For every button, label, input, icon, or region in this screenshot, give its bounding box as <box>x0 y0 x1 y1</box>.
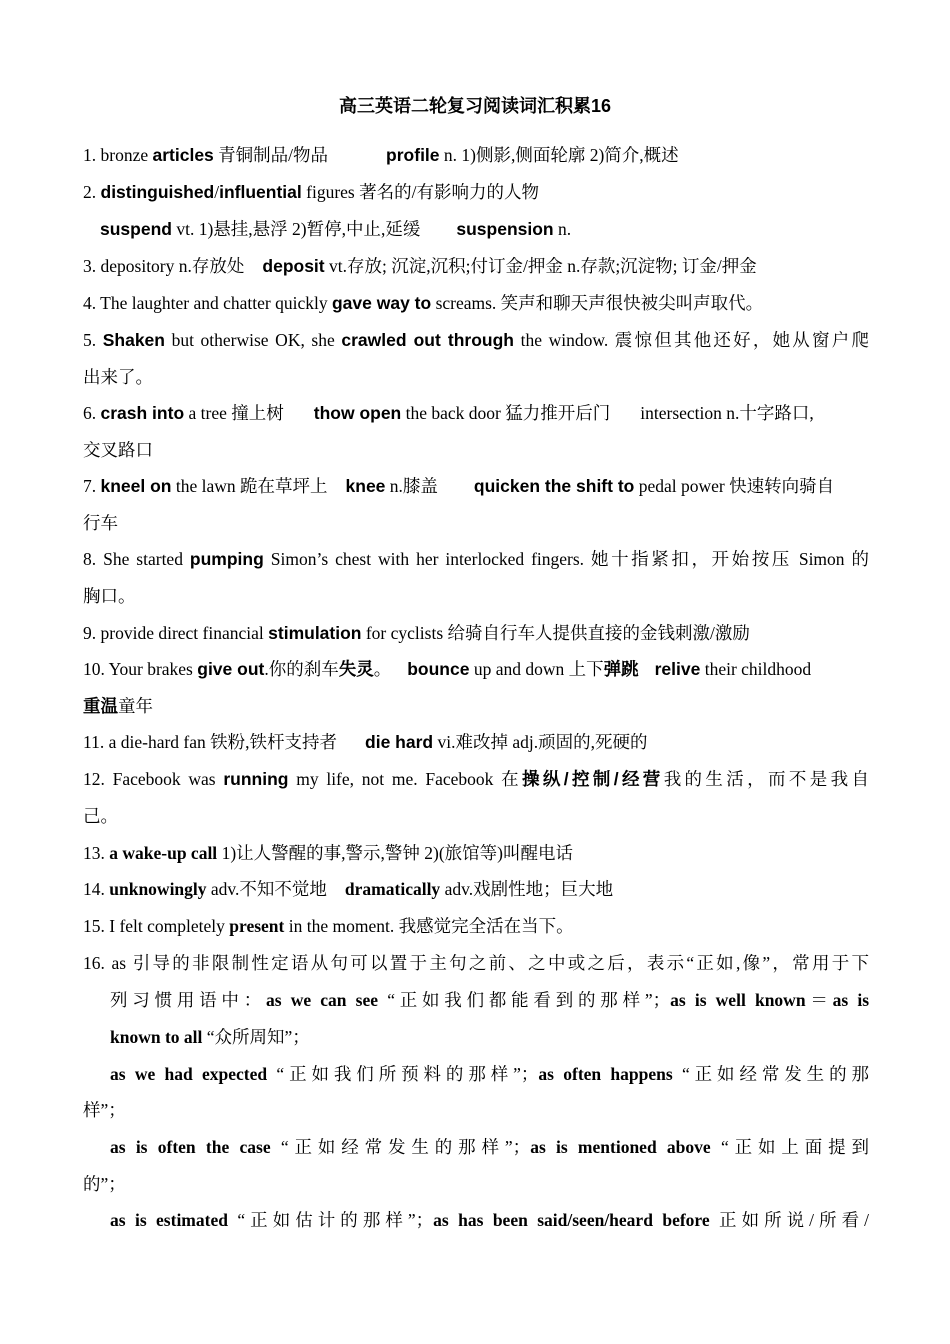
vocab-line-1: 1. bronze articles 青铜制品/物品 profile n. 1)侧影,侧面轮廓 2)简介,概述 <box>83 145 679 165</box>
vocab-line-14: 14. unknowingly adv.不知不觉地 dramatically adv.戏剧性地；巨大地 <box>83 879 614 899</box>
vocab-line-12-cont: 己。 <box>83 806 118 826</box>
vocab-line-13: 13. a wake-up call 1)让人警醒的事,警示,警钟 2)(旅馆等)叫醒电话 <box>83 843 573 863</box>
vocab-line-15: 15. I felt completely present in the moment. 我感觉完全活在当下。 <box>83 916 574 936</box>
vocab-line-2: 2. distinguished/influential figures 著名的/有影响力的人物 <box>83 182 539 202</box>
vocab-line-4: 4. The laughter and chatter quickly gave way to screams. 笑声和聊天声很快被尖叫声取代。 <box>83 293 764 313</box>
vocab-line-2b: suspend vt. 1)悬挂,悬浮 2)暂停,中止,延缓 suspension n. <box>100 219 572 239</box>
vocab-line-3: 3. depository n.存放处 deposit vt.存放; 沉淀,沉积;付订金/押金 n.存款;沉淀物; 订金/押金 <box>83 256 757 276</box>
vocab-line-7: 7. kneel on the lawn 跪在草坪上 knee n.膝盖 quicken the shift to pedal power 快速转向骑自 <box>83 476 835 496</box>
vocab-line-8: 8. She started pumping Simon’s chest with her interlocked fingers. 她十指紧扣，开始按压 Simon 的 <box>83 549 870 569</box>
document-title: 高三英语二轮复习阅读词汇积累16 <box>338 96 612 116</box>
vocab-line-5-cont: 出来了。 <box>83 367 153 387</box>
vocab-line-16: 16. as 引导的非限制性定语从句可以置于主句之前、之中或之后，表示“正如,像”，常用于下 <box>83 953 869 973</box>
vocab-line-16d: as we had expected “正如我们所预料的那样”；as often happens “正如经常发生的那 <box>110 1064 869 1084</box>
vocab-line-7-cont: 行车 <box>83 513 118 533</box>
vocab-line-6-cont: 交叉路口 <box>83 440 153 460</box>
vocab-line-8-cont: 胸口。 <box>83 586 136 606</box>
vocab-line-5: 5. Shaken but otherwise OK, she crawled out through the window. 震惊但其他还好，她从窗户爬 <box>83 330 869 350</box>
vocab-line-9: 9. provide direct financial stimulation for cyclists 给骑自行车人提供直接的金钱刺激/激励 <box>83 623 750 643</box>
vocab-line-10-cont: 重温童年 <box>83 696 153 716</box>
vocab-line-16f: as is estimated “正如估计的那样”；as has been said/seen/heard before 正如所说/所看/ <box>110 1210 869 1230</box>
vocab-line-11: 11. a die-hard fan 铁粉,铁杆支持者 die hard vi.难改掉 adj.顽固的,死硬的 <box>83 732 648 752</box>
vocab-line-16b: 列习惯用语中：as we can see “正如我们都能看到的那样”；as is well known＝as is <box>110 990 870 1010</box>
vocab-line-16e-cont: 的”； <box>83 1174 126 1194</box>
vocab-line-16e: as is often the case “正如经常发生的那样”；as is mentioned above “正如上面提到 <box>110 1137 869 1157</box>
vocab-line-10: 10. Your brakes give out.你的刹车失灵。 bounce up and down 上下弹跳 relive their childhood <box>83 659 812 679</box>
vocab-line-6: 6. crash into a tree 撞上树 thow open the back door 猛力推开后门 intersection n.十字路口, <box>83 403 814 423</box>
vocab-line-12: 12. Facebook was running my life, not me. Facebook 在操纵/控制/经营我的生活，而不是我自 <box>83 769 869 789</box>
vocab-line-16c: known to all “众所周知”； <box>110 1027 310 1047</box>
vocab-line-16d-cont: 样”； <box>83 1100 126 1120</box>
